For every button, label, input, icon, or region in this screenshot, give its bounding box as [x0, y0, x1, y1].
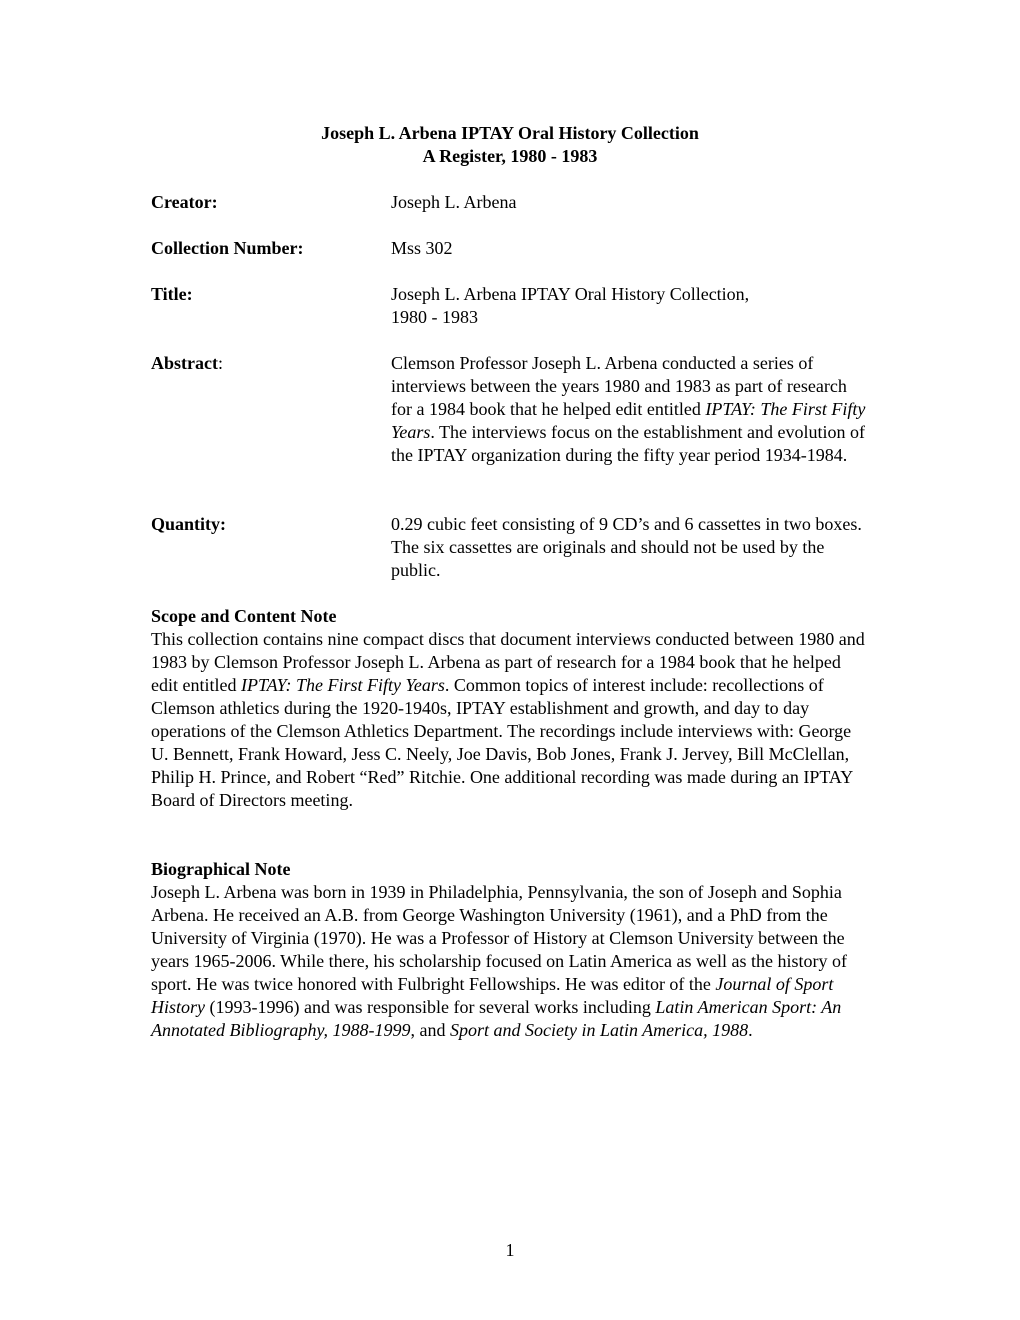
scope-text-1: This collection contains nine compact discs that document interviews conducted between 1980 and 1983 by Clemson Professor Joseph L. Arbena as part of research for a 1984 book that he helped edit entitled	[151, 629, 865, 695]
title-label: Title:	[151, 284, 193, 304]
collection-number-label: Collection Number:	[151, 238, 304, 258]
scope-heading: Scope and Content Note	[151, 606, 337, 626]
scope-section	[151, 605, 871, 812]
creator-label: Creator:	[151, 192, 218, 212]
scope-text-2: . Common topics of interest include: recollections of Clemson athletics during the 1920-1940s, IPTAY establishment and growth, and day to day operations of the Clemson Athletics Department. The recordings include interviews with: George U. Bennett, Frank Howard, Jess C. Neely, Joe Davis, Bob Jones, Frank J. Jervey, Bill McClellan, Philip H. Prince, and Robert “Red” Ritchie. One additional recording was made during an IPTAY Board of Directors meeting.	[151, 675, 853, 810]
title-value-line1: Joseph L. Arbena IPTAY Oral History Collection,	[391, 284, 750, 304]
document-title: Joseph L. Arbena IPTAY Oral History Collection	[321, 123, 699, 143]
bio-paragraph	[151, 881, 871, 1042]
collection-number-field	[151, 237, 871, 260]
bio-journal-title: Journal of Sport History	[151, 974, 834, 1017]
bio-text-4: .	[748, 1020, 753, 1040]
bio-text-3: , and	[410, 1020, 446, 1040]
abstract-label	[151, 352, 391, 375]
abstract-text-2: . The interviews focus on the establishment and evolution of the IPTAY organization during the fifty year period 1934-1984.	[391, 422, 865, 465]
bio-work-title-2: Sport and Society in Latin America, 1988	[449, 1020, 749, 1040]
abstract-field	[151, 352, 871, 467]
bio-text-2: (1993-1996) and was responsible for several works including	[209, 997, 651, 1017]
abstract-book-title: IPTAY: The First Fifty Years	[391, 399, 866, 442]
scope-paragraph	[151, 628, 871, 812]
creator-value: Joseph L. Arbena	[391, 192, 517, 212]
abstract-label-colon: :	[217, 353, 223, 373]
document-subtitle: A Register, 1980 - 1983	[422, 146, 598, 166]
title-field	[151, 283, 871, 329]
title-value	[391, 283, 871, 329]
creator-field	[151, 191, 871, 214]
abstract-value	[391, 352, 871, 467]
document-title-block	[0, 122, 1020, 168]
bio-work-title-1: Latin American Sport: An Annotated Bibliography, 1988-1999	[151, 997, 842, 1040]
abstract-text-1: Clemson Professor Joseph L. Arbena conducted a series of interviews between the years 1980 and 1983 as part of research for a 1984 book that he helped edit entitled	[391, 353, 847, 419]
bio-section	[151, 858, 871, 1042]
quantity-value: 0.29 cubic feet consisting of 9 CD’s and 6 cassettes in two boxes. The six cassettes are originals and should not be used by the public.	[391, 514, 862, 580]
quantity-field	[151, 513, 871, 582]
title-value-line2: 1980 - 1983	[391, 307, 478, 327]
scope-book-title: IPTAY: The First Fifty Years	[240, 675, 445, 695]
abstract-label-text: Abstract	[151, 353, 218, 373]
bio-text-1: Joseph L. Arbena was born in 1939 in Philadelphia, Pennsylvania, the son of Joseph and Sophia Arbena. He received an A.B. from George Washington University (1961), and a PhD from the University of Virginia (1970). He was a Professor of History at Clemson University between the years 1965-2006. While there, his scholarship focused on Latin America as well as the history of sport. He was twice honored with Fulbright Fellowships. He was editor of the	[151, 882, 847, 994]
bio-heading: Biographical Note	[151, 859, 291, 879]
quantity-label: Quantity:	[151, 514, 227, 534]
page-number: 1	[505, 1240, 515, 1260]
collection-number-value: Mss 302	[391, 238, 453, 258]
